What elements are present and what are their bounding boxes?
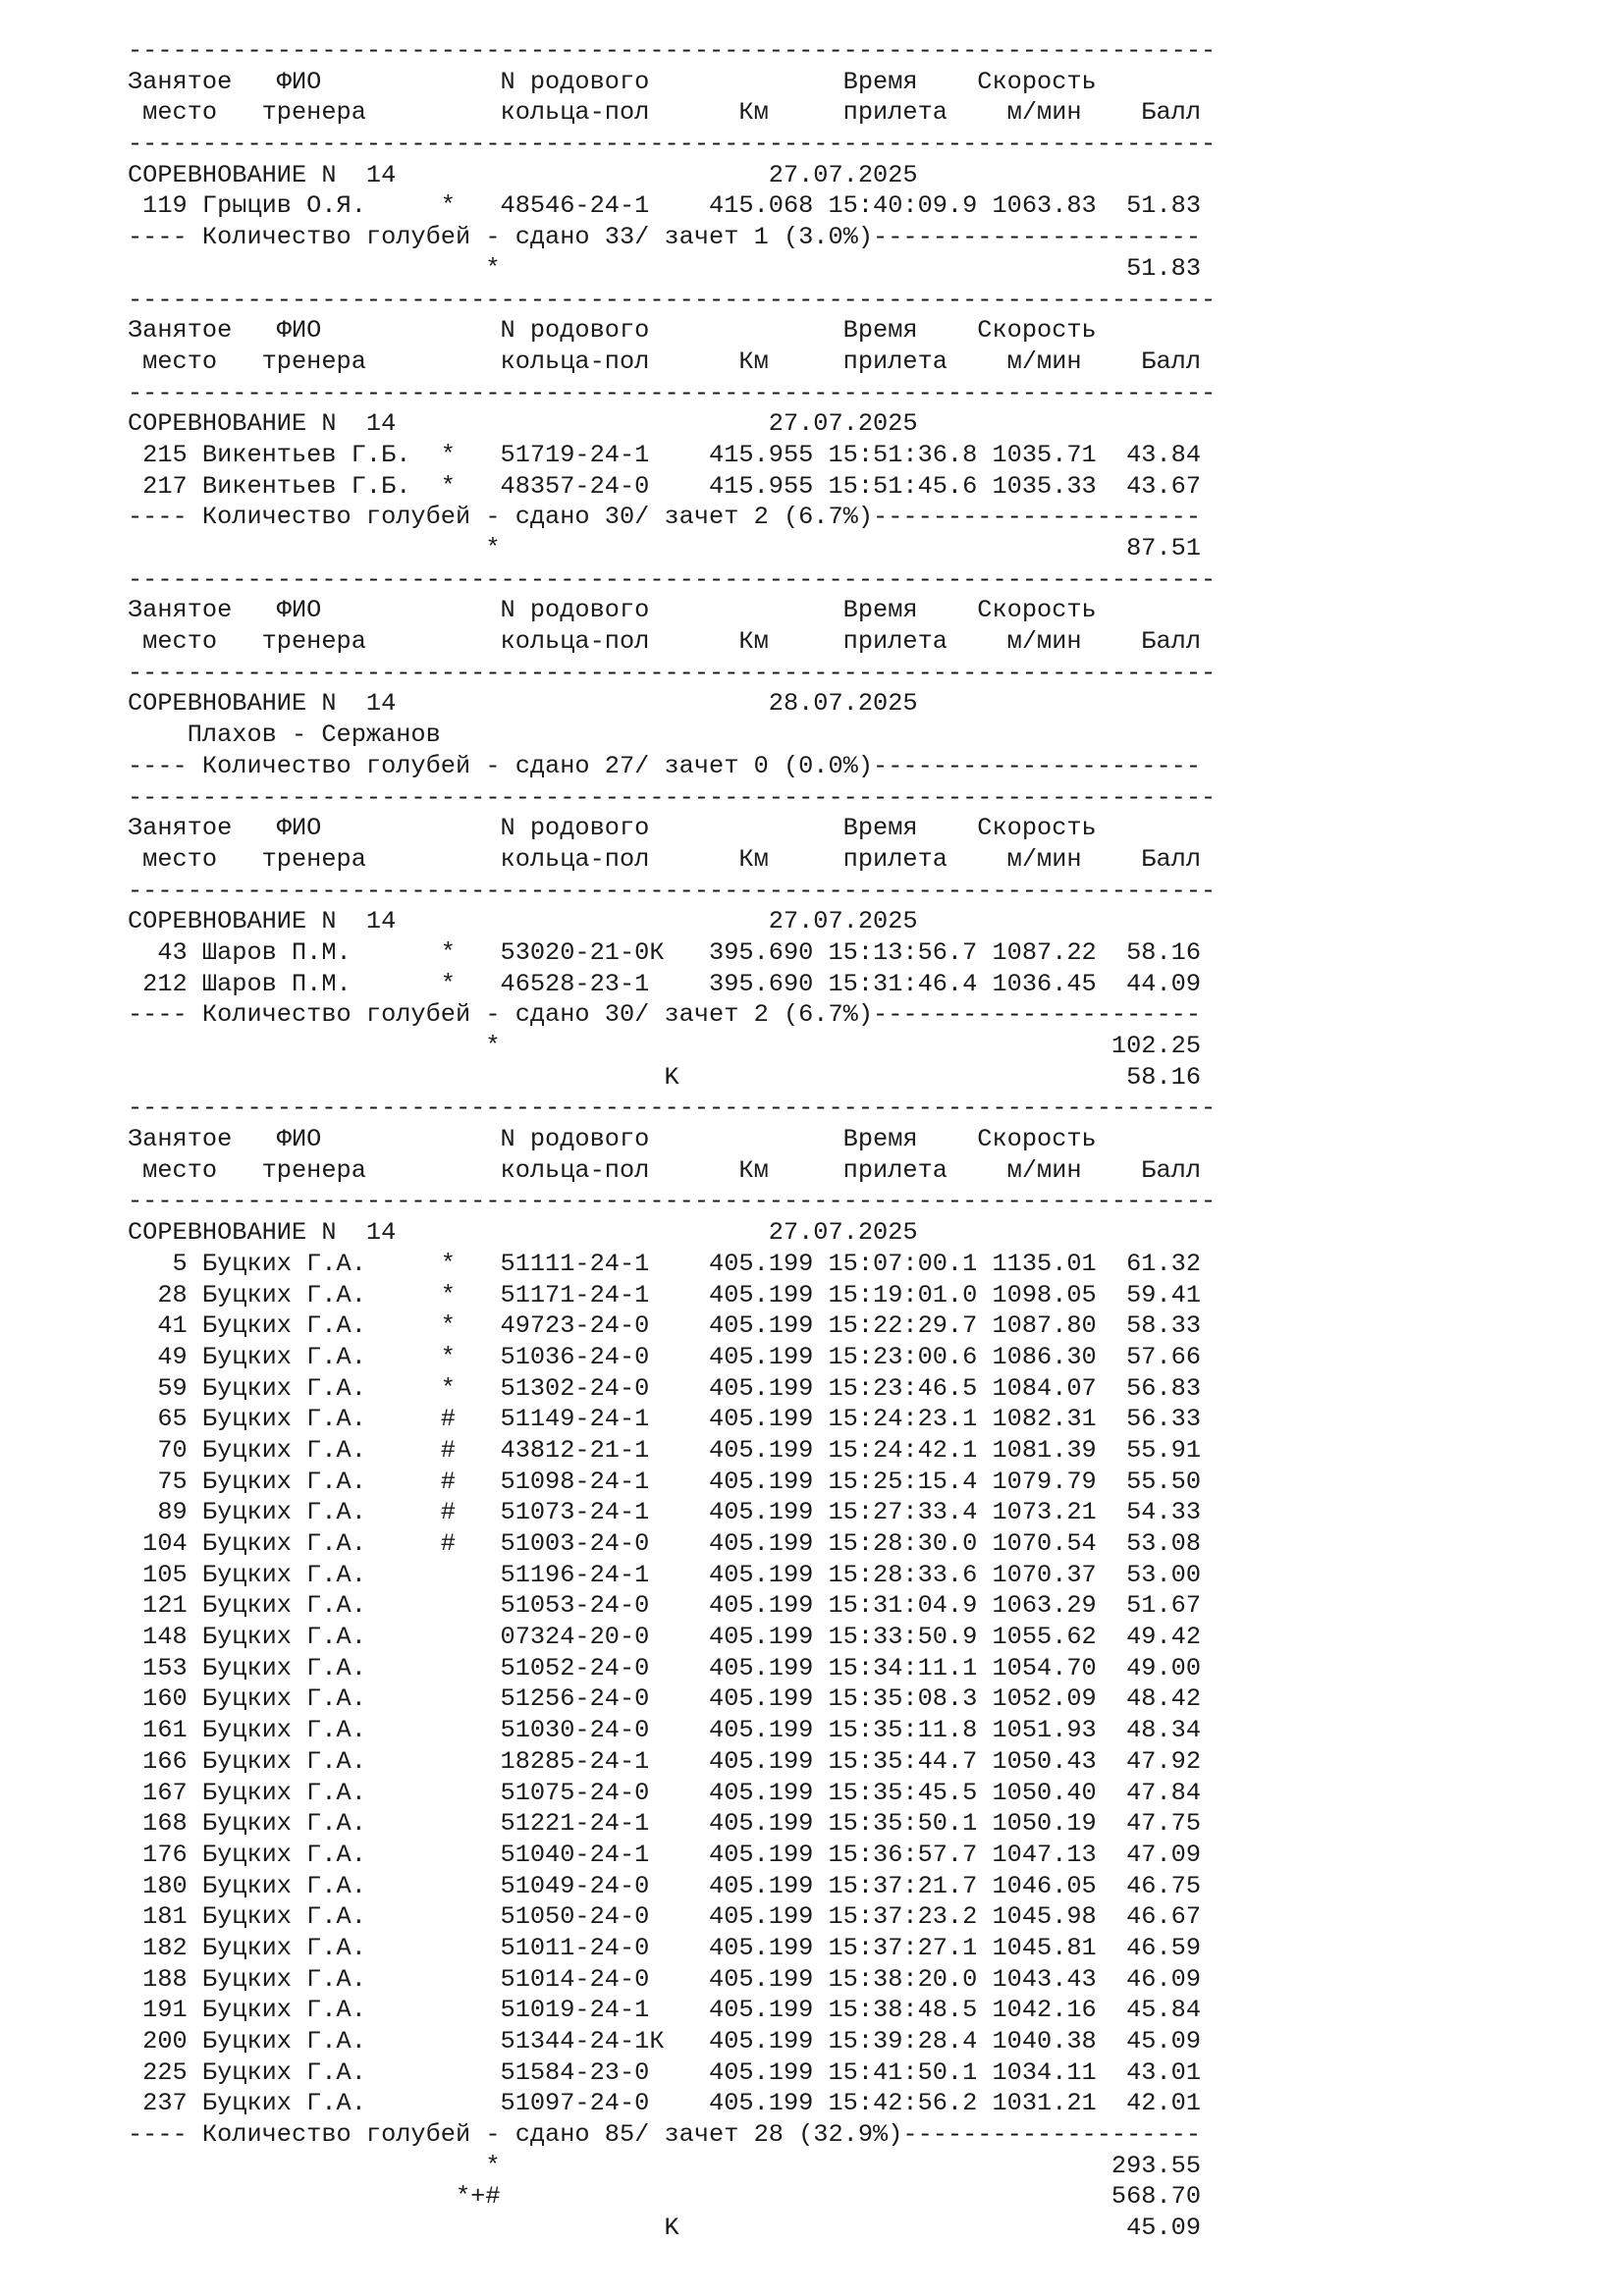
report-line: 104 Буцких Г.А. # 51003-24-0 405.199 15:28:30.0 1070.54 53.08 <box>128 1529 1202 1558</box>
report-line: СОРЕВНОВАНИЕ N 14 27.07.2025 <box>128 409 918 439</box>
report-line: ---- Количество голубей - сдано 85/ зачет 28 (32.9%)-------------------- <box>128 2120 1202 2150</box>
report-line: * 87.51 <box>128 534 1202 562</box>
report-line: Плахов - Сержанов <box>128 721 441 750</box>
report-line: Занятое ФИО N родового Время Скорость <box>128 596 1097 625</box>
report-line: Занятое ФИО N родового Время Скорость <box>128 1125 1097 1154</box>
report-line: 167 Буцких Г.А. 51075-24-0 405.199 15:35:45.5 1050.40 47.84 <box>128 1778 1202 1807</box>
report-line: 65 Буцких Г.А. # 51149-24-1 405.199 15:24:23.1 1082.31 56.33 <box>128 1405 1202 1434</box>
report-line: место тренера кольца-пол Км прилета м/мин Балл <box>128 1155 1202 1185</box>
report-line: 5 Буцких Г.А. * 51111-24-1 405.199 15:07:00.1 1135.01 61.32 <box>128 1249 1202 1278</box>
report-line: 160 Буцких Г.А. 51256-24-0 405.199 15:35:08.3 1052.09 48.42 <box>128 1684 1202 1714</box>
report-line: 161 Буцких Г.А. 51030-24-0 405.199 15:35:11.8 1051.93 48.34 <box>128 1716 1202 1745</box>
report-line: ------------------------------------------------------------------------- <box>128 285 1217 314</box>
report-line: 225 Буцких Г.А. 51584-23-0 405.199 15:41:50.1 1034.11 43.01 <box>128 2057 1202 2087</box>
report-line: 148 Буцких Г.А. 07324-20-0 405.199 15:33:50.9 1055.62 49.42 <box>128 1623 1202 1652</box>
report-line: * 102.25 <box>128 1032 1202 1060</box>
report-line: ------------------------------------------------------------------------- <box>128 782 1217 812</box>
report-line: 153 Буцких Г.А. 51052-24-0 405.199 15:34:11.1 1054.70 49.00 <box>128 1653 1202 1682</box>
report-line: ------------------------------------------------------------------------- <box>128 378 1217 407</box>
report-line: 43 Шаров П.М. * 53020-21-0К 395.690 15:13:56.7 1087.22 58.16 <box>128 937 1202 967</box>
report-line: 41 Буцких Г.А. * 49723-24-0 405.199 15:22:29.7 1087.80 58.33 <box>128 1311 1202 1341</box>
report-line: K 58.16 <box>128 1062 1202 1092</box>
report-line: 182 Буцких Г.А. 51011-24-0 405.199 15:37:27.1 1045.81 46.59 <box>128 1933 1202 1962</box>
report-line: Занятое ФИО N родового Время Скорость <box>128 316 1097 346</box>
report-line: ---- Количество голубей - сдано 27/ зачет 0 (0.0%)---------------------- <box>128 751 1202 780</box>
report-line: ------------------------------------------------------------------------- <box>128 130 1217 159</box>
report-line: 180 Буцких Г.А. 51049-24-0 405.199 15:37:21.7 1046.05 46.75 <box>128 1871 1202 1900</box>
report-line: 191 Буцких Г.А. 51019-24-1 405.199 15:38:48.5 1042.16 45.84 <box>128 1996 1202 2025</box>
report-line: 49 Буцких Г.А. * 51036-24-0 405.199 15:23:00.6 1086.30 57.66 <box>128 1342 1202 1371</box>
report-line: 188 Буцких Г.А. 51014-24-0 405.199 15:38:20.0 1043.43 46.09 <box>128 1964 1202 1994</box>
report-line: 168 Буцких Г.А. 51221-24-1 405.199 15:35:50.1 1050.19 47.75 <box>128 1809 1202 1839</box>
report-line: ------------------------------------------------------------------------- <box>128 564 1217 594</box>
report-line: 176 Буцких Г.А. 51040-24-1 405.199 15:36:57.7 1047.13 47.09 <box>128 1840 1202 1869</box>
report-line: 181 Буцких Г.А. 51050-24-0 405.199 15:37:23.2 1045.98 46.67 <box>128 1902 1202 1932</box>
report-line: Занятое ФИО N родового Время Скорость <box>128 67 1097 96</box>
report-line: место тренера кольца-пол Км прилета м/мин Балл <box>128 627 1202 657</box>
report-line: СОРЕВНОВАНИЕ N 14 27.07.2025 <box>128 1218 918 1248</box>
report-line: 28 Буцких Г.А. * 51171-24-1 405.199 15:19:01.0 1098.05 59.41 <box>128 1280 1202 1309</box>
race-results-report <box>128 35 1216 2244</box>
report-line: СОРЕВНОВАНИЕ N 14 27.07.2025 <box>128 160 918 189</box>
report-line: 121 Буцких Г.А. 51053-24-0 405.199 15:31:04.9 1063.29 51.67 <box>128 1591 1202 1621</box>
report-line: * 293.55 <box>128 2151 1202 2180</box>
report-line: 59 Буцких Г.А. * 51302-24-0 405.199 15:23:46.5 1084.07 56.83 <box>128 1373 1202 1403</box>
report-line: ---- Количество голубей - сдано 30/ зачет 2 (6.7%)---------------------- <box>128 503 1202 532</box>
report-line: 215 Викентьев Г.Б. * 51719-24-1 415.955 15:51:36.8 1035.71 43.84 <box>128 440 1202 469</box>
report-line: место тренера кольца-пол Км прилета м/мин Балл <box>128 98 1202 128</box>
report-line: ------------------------------------------------------------------------- <box>128 1094 1217 1123</box>
report-line: место тренера кольца-пол Км прилета м/мин Балл <box>128 844 1202 874</box>
report-line: ------------------------------------------------------------------------- <box>128 658 1217 687</box>
report-line: 70 Буцких Г.А. # 43812-21-1 405.199 15:24:42.1 1081.39 55.91 <box>128 1435 1202 1465</box>
report-line: 200 Буцких Г.А. 51344-24-1К 405.199 15:39:28.4 1040.38 45.09 <box>128 2027 1202 2056</box>
report-line: 237 Буцких Г.А. 51097-24-0 405.199 15:42:56.2 1031.21 42.01 <box>128 2089 1202 2118</box>
report-line: 75 Буцких Г.А. # 51098-24-1 405.199 15:25:15.4 1079.79 55.50 <box>128 1467 1202 1496</box>
report-line: СОРЕВНОВАНИЕ N 14 27.07.2025 <box>128 907 918 936</box>
report-line: СОРЕВНОВАНИЕ N 14 28.07.2025 <box>128 689 918 719</box>
report-line: 166 Буцких Г.А. 18285-24-1 405.199 15:35:44.7 1050.43 47.92 <box>128 1746 1202 1776</box>
report-line: ---- Количество голубей - сдано 33/ зачет 1 (3.0%)---------------------- <box>128 223 1202 252</box>
report-line: 119 Грыцив О.Я. * 48546-24-1 415.068 15:40:09.9 1063.83 51.83 <box>128 191 1202 221</box>
report-line: Занятое ФИО N родового Время Скорость <box>128 814 1097 843</box>
report-line: 212 Шаров П.М. * 46528-23-1 395.690 15:31:46.4 1036.45 44.09 <box>128 969 1202 998</box>
report-line: 217 Викентьев Г.Б. * 48357-24-0 415.955 15:51:45.6 1035.33 43.67 <box>128 471 1202 501</box>
report-line: ------------------------------------------------------------------------- <box>128 876 1217 905</box>
report-line: ------------------------------------------------------------------------- <box>128 36 1217 65</box>
report-line: *+# 568.70 <box>128 2182 1202 2212</box>
report-line: место тренера кольца-пол Км прилета м/мин Балл <box>128 347 1202 376</box>
report-line: * 51.83 <box>128 253 1202 283</box>
report-line: ------------------------------------------------------------------------- <box>128 1187 1217 1216</box>
report-line: K 45.09 <box>128 2214 1202 2243</box>
report-line: 89 Буцких Г.А. # 51073-24-1 405.199 15:27:33.4 1073.21 54.33 <box>128 1498 1202 1527</box>
report-line: ---- Количество голубей - сдано 30/ зачет 2 (6.7%)---------------------- <box>128 1000 1202 1030</box>
report-line: 105 Буцких Г.А. 51196-24-1 405.199 15:28:33.6 1070.37 53.00 <box>128 1560 1202 1589</box>
